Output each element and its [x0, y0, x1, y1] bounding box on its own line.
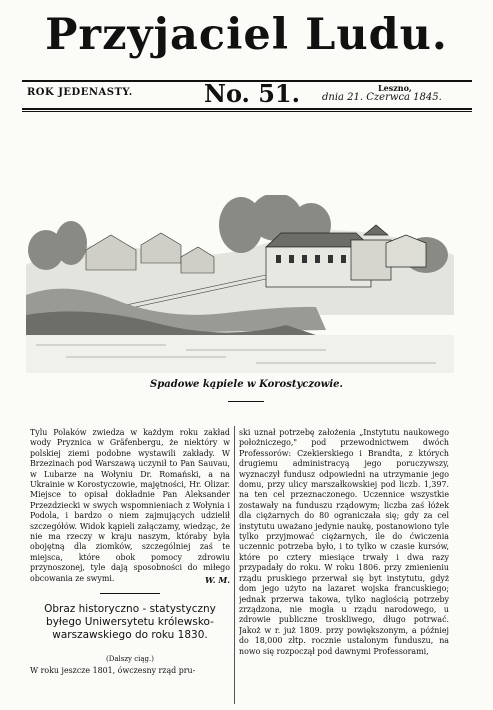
article-signature: W. M.: [205, 575, 230, 585]
column-divider: [234, 426, 235, 704]
continued-note: (Dalszy ciąg.): [106, 655, 154, 663]
issue-date: dnia 21. Czerwca 1845.: [322, 92, 442, 103]
article-bathhouse-text: Tylu Polaków zwiedza w każdym roku zakład wody Pryznica w Gräfenbergu, że niektóry w polskiej ziemi podobne wystawili zakłady. W Brzezinach pod Warszawą uczynił to Pan Sauvau, w Lubarze na Wołyniu Dr. Romański, a na Ukrainie w Korostyczowie, majętności, Hr. Olizar. Miejsce to opisał dokładnie Pan Aleksander Przezdziecki w swych wspomnieniach z Wołynia i Podola, i bardzo o niem zajmujących udzielił szczegółów. Widok kąpieli załączamy, wiedząc, że nie ma rzeczy w kraju naszym, któraby była obojętną dla ziomków, szczególniej zaś te miejsca, które obok pomocy zdrowiu przynoszonej, tyle dają sposobności do miłego obcowania ze swymi.: [30, 428, 230, 583]
article-university-start: W roku jeszcze 1801, ówczesny rząd pru-: [30, 666, 196, 675]
header-rule-bottom: [22, 108, 472, 110]
engraving-caption: Spadowe kąpiele w Korostyczowie.: [150, 379, 343, 390]
masthead-title: Przyjaciel Ludu.: [45, 10, 448, 60]
header-rule-bottom-thin: [22, 111, 472, 112]
section-rule: [100, 593, 160, 594]
article-title-university: Obraz historyczno - statystyczny byłego Uniwersytetu królewsko-warszawskiego do roku 1830.: [44, 603, 216, 641]
bathhouse-engraving: [26, 195, 454, 373]
issue-number: No. 51.: [204, 79, 300, 108]
caption-rule: [228, 401, 264, 402]
place-of-publication: Leszno,: [378, 83, 412, 93]
article-university-column2: ski uznał potrzebę założenia „Instytutu naukowego położniczego," pod przewodnictwem dwóch Professorów: Czekierskiego i Brandta, z których drugiemu administracyą jego poruczywszy, wyznaczył fundusz odpowiedni na utrzymanie jego domu, przy ulicy marszałkowskiej pod liczb. 1,397. na ten cel przeznaczonego. Uczennice wszystkie zostawały na funduszu rządowym; liczba zaś łóżek dla ciężarnych do 80 ograniczała się; gdy za cel instytutu uważano jedynie naukę, postanowiono tyle tylko przyjmować ciężarnych, ile do ćwiczenia uczennic potrzeba było, i to tylko w czasie kursów, które po cztery miesiące trwały i dwa razy przypadały do roku. W roku 1806. przy zmienieniu rządu pruskiego przerwał się byt instytutu, gdyż dom jego użyto na lazaret wojska francuskiego; jednak przerwa takowa, tylko naglością potrzeby zrządzona, nie mogła u rządu narodowego, u zdrowie publiczne troskliwego, długo potrwać. Jakoż w r. już 1809. przy powiększonym, a później do 18,000 złtp. rocznie ustalonym funduszu, na nowo się rozpoczął pod dawnymi Professorami,: [239, 428, 449, 656]
volume-year: ROK JEDENASTY.: [27, 87, 133, 98]
